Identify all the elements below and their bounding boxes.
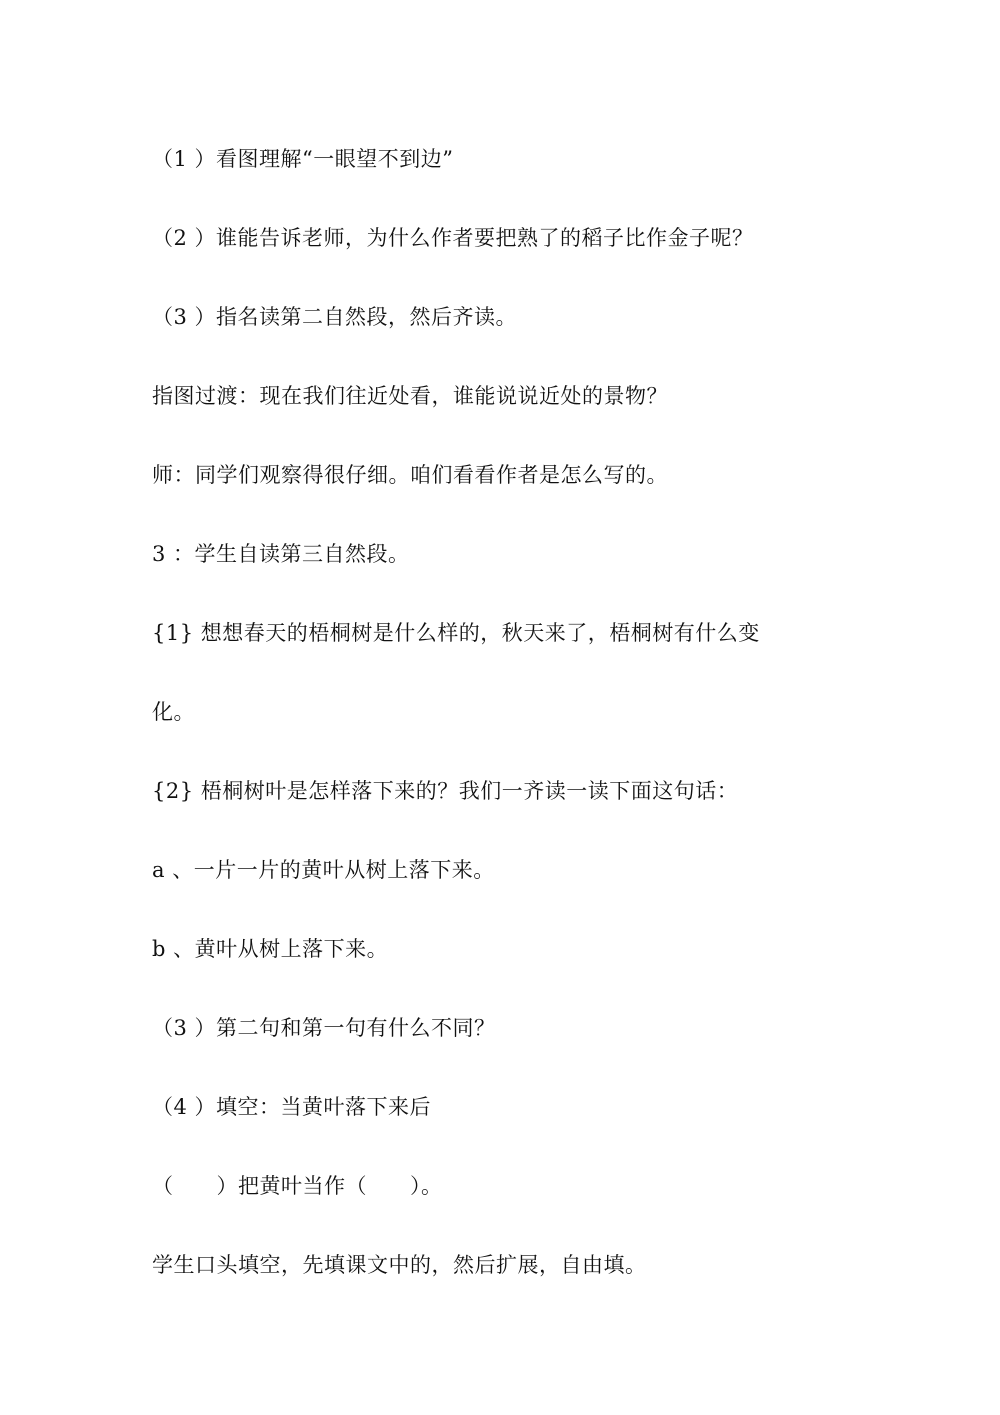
text-line-7: {1} 想想春天的梧桐树是什么样的，秋天来了，梧桐树有什么变 bbox=[152, 621, 760, 645]
text-line-6: 3 ：学生自读第三自然段。 bbox=[152, 542, 410, 566]
text-line-5: 师：同学们观察得很仔细。咱们看看作者是怎么写的。 bbox=[152, 463, 668, 487]
text-line-4: 指图过渡：现在我们往近处看，谁能说说近处的景物？ bbox=[152, 384, 668, 408]
text-line-1: （1 ）看图理解“一眼望不到边” bbox=[152, 147, 454, 171]
text-line-3: （3 ）指名读第二自然段，然后齐读。 bbox=[152, 305, 518, 329]
text-line-11: b 、黄叶从树上落下来。 bbox=[152, 937, 389, 961]
text-line-15: 学生口头填空，先填课文中的，然后扩展，自由填。 bbox=[152, 1253, 647, 1277]
text-line-2: （2 ）谁能告诉老师，为什么作者要把熟了的稻子比作金子呢？ bbox=[152, 226, 754, 250]
text-line-10: a 、一片一片的黄叶从树上落下来。 bbox=[152, 858, 495, 882]
text-line-12: （3 ）第二句和第一句有什么不同？ bbox=[152, 1016, 496, 1040]
text-line-13: （4 ）填空：当黄叶落下来后 bbox=[152, 1095, 432, 1119]
text-line-14: （ ）把黄叶当作（ ）。 bbox=[152, 1174, 443, 1198]
text-line-9: {2} 梧桐树叶是怎样落下来的？我们一齐读一读下面这句话： bbox=[152, 779, 739, 803]
text-line-8: 化。 bbox=[152, 700, 195, 724]
